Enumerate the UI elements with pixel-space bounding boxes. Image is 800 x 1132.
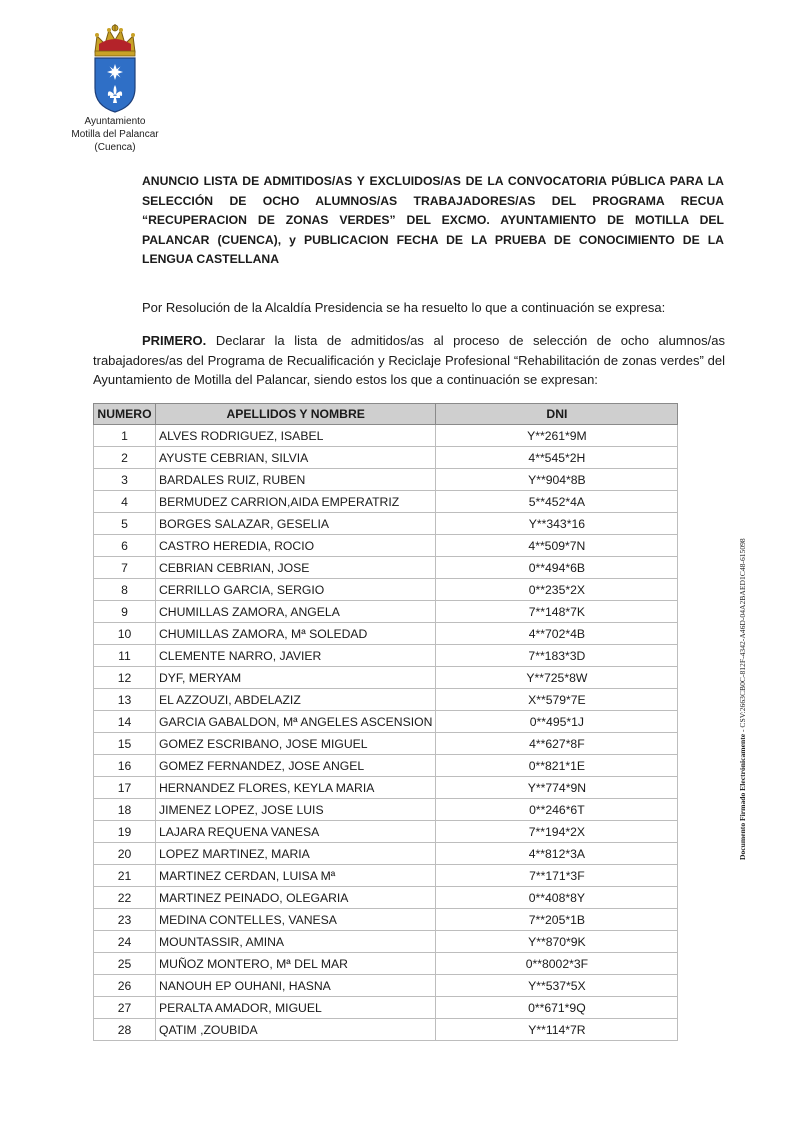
primero-paragraph (93, 331, 725, 390)
table-row (94, 689, 678, 711)
row-name: JIMENEZ LOPEZ, JOSE LUIS (156, 799, 436, 821)
row-dni: 0**495*1J (436, 711, 678, 733)
row-name: AYUSTE CEBRIAN, SILVIA (156, 447, 436, 469)
row-number: 25 (94, 953, 156, 975)
row-dni: 7**194*2X (436, 821, 678, 843)
row-dni: 0**235*2X (436, 579, 678, 601)
row-dni: Y**114*7R (436, 1019, 678, 1041)
row-name: MOUNTASSIR, AMINA (156, 931, 436, 953)
row-name: BERMUDEZ CARRION,AIDA EMPERATRIZ (156, 491, 436, 513)
row-dni: 4**812*3A (436, 843, 678, 865)
row-name: MEDINA CONTELLES, VANESA (156, 909, 436, 931)
table-row (94, 491, 678, 513)
signature-label: Documento Firmado Electrónicamente (738, 733, 747, 860)
row-dni: 0**671*9Q (436, 997, 678, 1019)
table-row (94, 777, 678, 799)
row-number: 1 (94, 425, 156, 447)
header-numero: NUMERO (94, 404, 156, 425)
row-dni: 7**148*7K (436, 601, 678, 623)
row-name: BARDALES RUIZ, RUBEN (156, 469, 436, 491)
table-row (94, 711, 678, 733)
row-number: 12 (94, 667, 156, 689)
row-number: 18 (94, 799, 156, 821)
row-dni: Y**537*5X (436, 975, 678, 997)
table-row (94, 887, 678, 909)
row-dni: 0**821*1E (436, 755, 678, 777)
admitted-list-table (93, 403, 678, 1041)
row-dni: Y**904*8B (436, 469, 678, 491)
row-number: 19 (94, 821, 156, 843)
row-dni: 0**494*6B (436, 557, 678, 579)
table-row (94, 1019, 678, 1041)
row-dni: 7**171*3F (436, 865, 678, 887)
row-number: 11 (94, 645, 156, 667)
row-number: 22 (94, 887, 156, 909)
row-dni: 0**8002*3F (436, 953, 678, 975)
row-number: 3 (94, 469, 156, 491)
row-name: NANOUH EP OUHANI, HASNA (156, 975, 436, 997)
row-name: CHUMILLAS ZAMORA, Mª SOLEDAD (156, 623, 436, 645)
row-dni: Y**870*9K (436, 931, 678, 953)
row-dni: Y**261*9M (436, 425, 678, 447)
logo-line-1: Ayuntamiento (84, 116, 146, 127)
row-name: DYF, MERYAM (156, 667, 436, 689)
row-number: 21 (94, 865, 156, 887)
row-number: 9 (94, 601, 156, 623)
table-row (94, 865, 678, 887)
header-apellidos-nombre: APELLIDOS Y NOMBRE (156, 404, 436, 425)
table-row (94, 953, 678, 975)
logo-line-2: Motilla del Palancar (71, 129, 159, 140)
row-number: 27 (94, 997, 156, 1019)
row-name: MARTINEZ PEINADO, OLEGARIA (156, 887, 436, 909)
row-dni: X**579*7E (436, 689, 678, 711)
table-row (94, 733, 678, 755)
row-number: 17 (94, 777, 156, 799)
table-row (94, 799, 678, 821)
row-dni: Y**343*16 (436, 513, 678, 535)
row-name: LAJARA REQUENA VANESA (156, 821, 436, 843)
table-row (94, 469, 678, 491)
row-name: CHUMILLAS ZAMORA, ANGELA (156, 601, 436, 623)
row-name: CEBRIAN CEBRIAN, JOSE (156, 557, 436, 579)
table-row (94, 425, 678, 447)
row-number: 15 (94, 733, 156, 755)
table-row (94, 535, 678, 557)
row-number: 14 (94, 711, 156, 733)
row-number: 6 (94, 535, 156, 557)
row-name: HERNANDEZ FLORES, KEYLA MARIA (156, 777, 436, 799)
row-name: GOMEZ FERNANDEZ, JOSE ANGEL (156, 755, 436, 777)
table-row (94, 975, 678, 997)
table-row (94, 755, 678, 777)
table-row (94, 997, 678, 1019)
table-row (94, 843, 678, 865)
row-dni: 4**627*8F (436, 733, 678, 755)
row-name: CASTRO HEREDIA, ROCIO (156, 535, 436, 557)
row-dni: 4**702*4B (436, 623, 678, 645)
row-dni: Y**774*9N (436, 777, 678, 799)
row-name: MARTINEZ CERDAN, LUISA Mª (156, 865, 436, 887)
table-row (94, 557, 678, 579)
row-dni: Y**725*8W (436, 667, 678, 689)
row-name: LOPEZ MARTINEZ, MARIA (156, 843, 436, 865)
row-number: 23 (94, 909, 156, 931)
row-number: 8 (94, 579, 156, 601)
table-row (94, 579, 678, 601)
document-title: ANUNCIO LISTA DE ADMITIDOS/AS Y EXCLUIDOS/AS DE LA CONVOCATORIA PÚBLICA PARA LA SELECCIÓN DE OCHO ALUMNOS/AS TRABAJADORES/AS DEL PROGRAMA RECUA “RECUPERACION DE ZONAS VERDES” DEL EXCMO. AYUNTAMIENTO DE MOTILLA DEL PALANCAR (CUENCA), y PUBLICACION FECHA DE LA PRUEBA DE CONOCIMIENTO DE LA LENGUA CASTELLANA (142, 174, 724, 267)
row-number: 16 (94, 755, 156, 777)
electronic-signature-note (738, 460, 752, 860)
table-row (94, 821, 678, 843)
table-row (94, 513, 678, 535)
row-number: 4 (94, 491, 156, 513)
row-name: GARCIA GABALDON, Mª ANGELES ASCENSION (156, 711, 436, 733)
row-number: 10 (94, 623, 156, 645)
table-row (94, 601, 678, 623)
row-name: ALVES RODRIGUEZ, ISABEL (156, 425, 436, 447)
table-row (94, 447, 678, 469)
row-dni: 0**246*6T (436, 799, 678, 821)
row-number: 13 (94, 689, 156, 711)
municipal-logo (70, 22, 160, 153)
row-dni: 7**205*1B (436, 909, 678, 931)
table-row (94, 623, 678, 645)
intro-paragraph: Por Resolución de la Alcaldía Presidencia se ha resuelto lo que a continuación se expresa: (142, 300, 666, 315)
header-dni: DNI (436, 404, 678, 425)
row-number: 24 (94, 931, 156, 953)
primero-text: Declarar la lista de admitidos/as al proceso de selección de ocho alumnos/as trabajadores/as del Programa de Recualificación y Reciclaje Profesional “Rehabilitación de zonas verdes” del Ayuntamiento de Motilla del Palancar, siendo estos los que a continuación se expresan: (93, 333, 725, 388)
row-dni: 5**452*4A (436, 491, 678, 513)
row-number: 5 (94, 513, 156, 535)
row-number: 2 (94, 447, 156, 469)
table-row (94, 931, 678, 953)
row-number: 7 (94, 557, 156, 579)
row-name: MUÑOZ MONTERO, Mª DEL MAR (156, 953, 436, 975)
row-name: EL AZZOUZI, ABDELAZIZ (156, 689, 436, 711)
row-name: CLEMENTE NARRO, JAVIER (156, 645, 436, 667)
row-dni: 4**509*7N (436, 535, 678, 557)
row-dni: 4**545*2H (436, 447, 678, 469)
table-header-row (94, 404, 678, 425)
row-number: 20 (94, 843, 156, 865)
row-name: PERALTA AMADOR, MIGUEL (156, 997, 436, 1019)
row-dni: 0**408*8Y (436, 887, 678, 909)
logo-line-3: (Cuenca) (94, 142, 136, 153)
row-name: QATIM ,ZOUBIDA (156, 1019, 436, 1041)
row-name: BORGES SALAZAR, GESELIA (156, 513, 436, 535)
table-row (94, 909, 678, 931)
table-row (94, 645, 678, 667)
row-dni: 7**183*3D (436, 645, 678, 667)
primero-label: PRIMERO. (142, 333, 207, 348)
row-number: 28 (94, 1019, 156, 1041)
table-row (94, 667, 678, 689)
row-name: CERRILLO GARCIA, SERGIO (156, 579, 436, 601)
signature-csv: - CSV:2663CB0C-812F-4342-A46D-04A2BAED1C48-615098 (738, 538, 747, 734)
row-number: 26 (94, 975, 156, 997)
row-name: GOMEZ ESCRIBANO, JOSE MIGUEL (156, 733, 436, 755)
coat-of-arms-icon (85, 22, 145, 114)
